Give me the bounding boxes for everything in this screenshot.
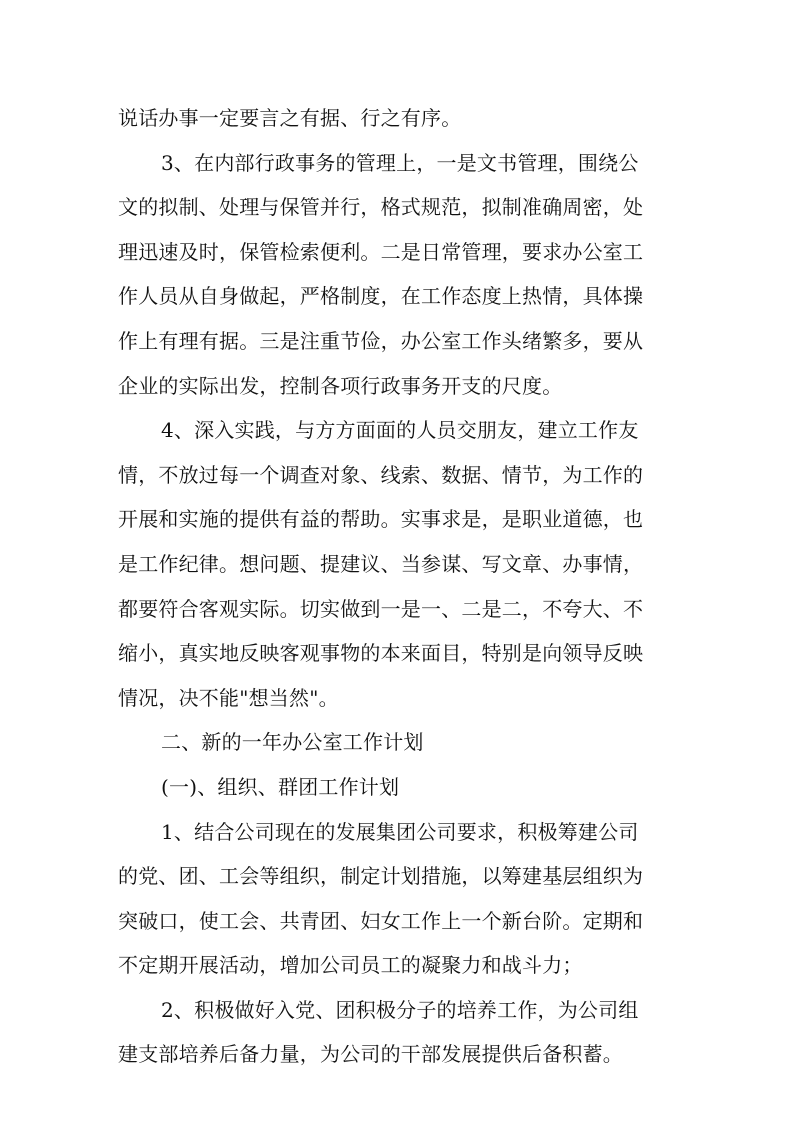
document-body xyxy=(118,96,698,1077)
text-line: 突破口，使工会、共青团、妇女工作上一个新台阶。定期和 xyxy=(118,908,644,933)
text-line: 作人员从自身做起，严格制度，在工作态度上热情，具体操 xyxy=(118,284,644,309)
text-line: 理迅速及时，保管检索便利。二是日常管理，要求办公室工 xyxy=(118,239,644,264)
text-line: 都要符合客观实际。切实做到一是一、二是二，不夸大、不 xyxy=(118,596,644,621)
text-line: 1、结合公司现在的发展集团公司要求，积极筹建公司 xyxy=(161,819,639,844)
text-line: 建支部培养后备力量，为公司的干部发展提供后备积蓄。 xyxy=(118,1042,623,1067)
text-line: 缩小，真实地反映客观事物的本来面目，特别是向领导反映 xyxy=(118,641,644,666)
text-line: 是工作纪律。想问题、提建议、当参谋、写文章、办事情， xyxy=(118,551,644,576)
text-line: 开展和实施的提供有益的帮助。实事求是，是职业道德，也 xyxy=(118,507,644,532)
text-line: 3、在内部行政事务的管理上，一是文书管理，围绕公 xyxy=(161,150,639,175)
text-line: 的党、团、工会等组织，制定计划措施，以筹建基层组织为 xyxy=(118,864,644,889)
text-line: 文的拟制、处理与保管并行，格式规范，拟制准确周密，处 xyxy=(118,195,644,220)
text-line: 二、新的一年办公室工作计划 xyxy=(161,730,424,755)
text-line: 情况，决不能"想当然"。 xyxy=(118,685,339,710)
text-line: 2、积极做好入党、团积极分子的培养工作，为公司组 xyxy=(161,997,639,1022)
text-line: 情，不放过每一个调查对象、线索、数据、情节，为工作的 xyxy=(118,462,644,487)
text-line: 作上有理有据。三是注重节俭，办公室工作头绪繁多，要从 xyxy=(118,328,644,353)
text-line: 说话办事一定要言之有据、行之有序。 xyxy=(118,106,462,130)
text-line: 企业的实际出发，控制各项行政事务开支的尺度。 xyxy=(118,373,563,398)
text-line: 4、深入实践，与方方面面的人员交朋友，建立工作友 xyxy=(161,418,639,443)
text-line: (一)、组织、群团工作计划 xyxy=(161,774,400,799)
text-line: 不定期开展活动，增加公司员工的凝聚力和战斗力； xyxy=(118,953,583,978)
